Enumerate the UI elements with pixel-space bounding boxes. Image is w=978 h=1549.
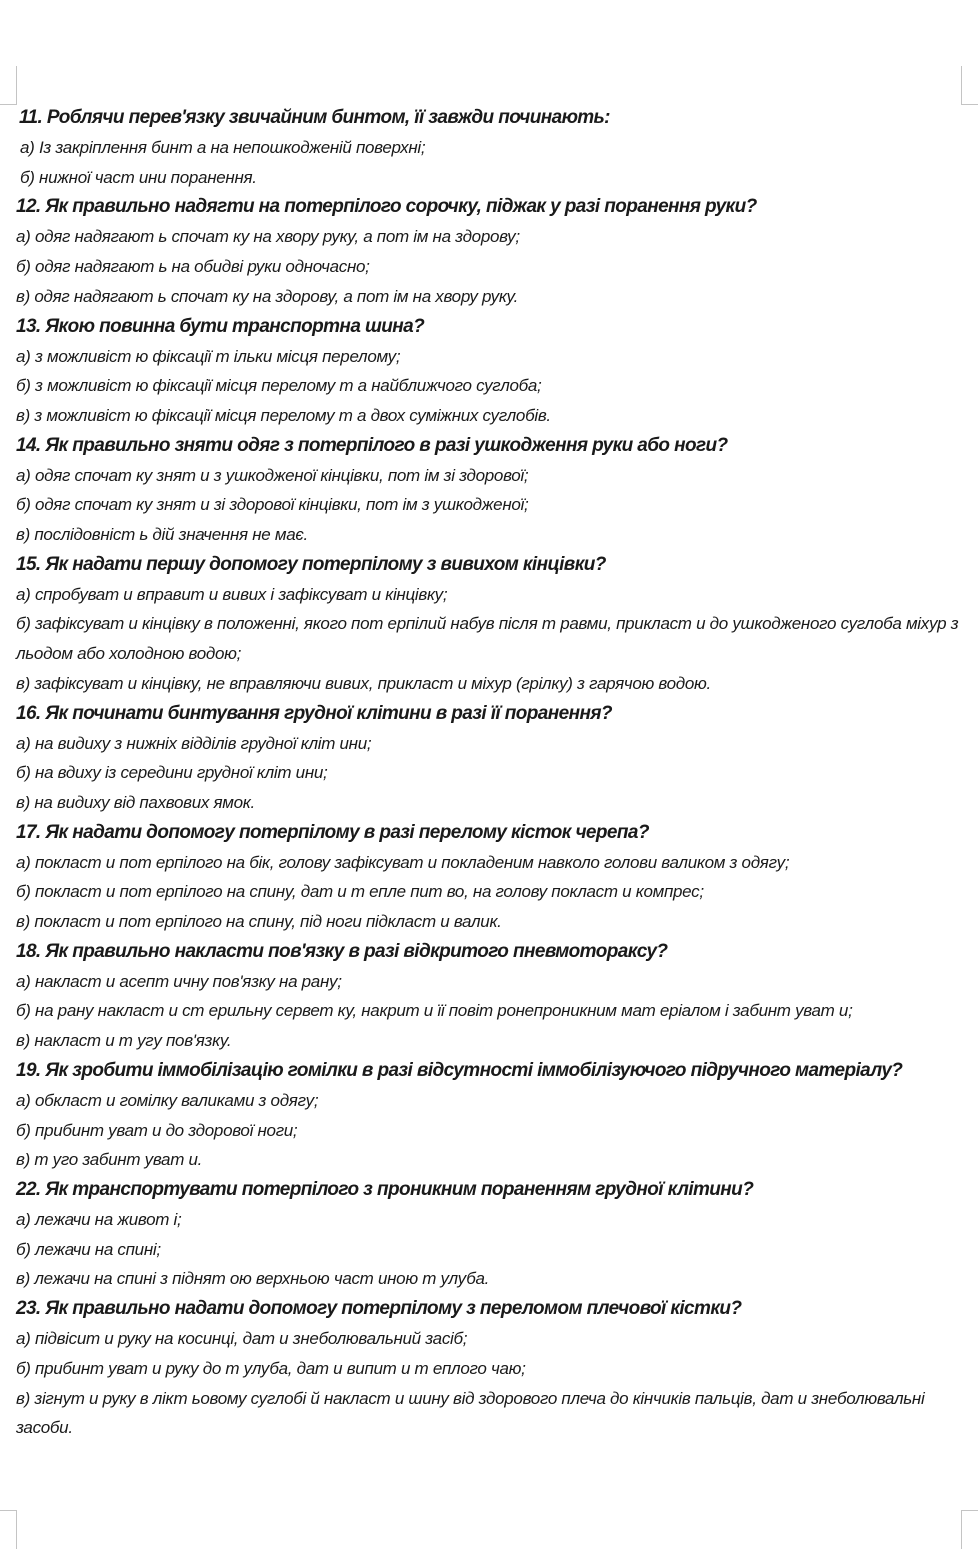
answer-option: в) послідовніст ь дій значення не має. [16,525,308,545]
question-block-15 [16,550,968,699]
question-text: 13. Якою повинна бути транспортна шина? [16,315,425,337]
answer-option: в) наклaст и т угу пов'язку. [16,1031,232,1051]
answer-option: б) з можливіст ю фіксації місця перелому т а найближчого суглоба; [16,376,542,396]
question-text: 23. Як правильно надати допомогу потерпілому з переломом плечової кістки? [16,1298,742,1320]
answer-option: а) обклaст и гомілку валиками з одягу; [16,1090,319,1110]
question-text: 14. Як правильно зняти одяг з потерпілого в разі ушкодження руки або ноги? [16,434,728,456]
answer-option: в) лежачи на спині з піднят ою верхньою част иною т улуба. [16,1269,490,1289]
question-text: 11. Роблячи перев'язку звичайним бинтом, її завжди починають: [19,107,610,128]
question-text: 22. Як транспортувати потерпілого з проникним пораненням грудної клітини? [16,1178,754,1200]
question-text: 17. Як надати допомогу потерпілому в разі перелому кісток черепа? [16,821,649,843]
answer-option: а) Із закріплення бинт а на непошкодженій поверхні; [20,138,426,157]
page-corner-mark-bottom-right [961,1510,978,1549]
answer-option: в) т уго забинт уват и. [16,1150,203,1170]
answer-option: а) з можливіст ю фіксації т ільки місця перелому; [16,346,401,366]
question-block-14 [16,431,968,550]
answer-option: в) поклaст и пот ерпілого на спину, під ноги підклaст и валик. [16,912,502,932]
answer-option: б) нижної част ини поранення. [20,167,257,187]
question-block-19 [16,1056,968,1175]
answer-option: б) одяг надягают ь на обидві руки одночасно; [16,257,370,277]
document-page [16,103,968,1443]
page-corner-mark-top-right [961,66,978,105]
question-block-16 [16,699,968,818]
question-text: 15. Як надати першу допомогу потерпілому з вивихом кінцівки? [16,553,606,575]
answer-option: а) підвісит и руку на косинці, дат и знеболювальний засіб; [16,1329,468,1349]
page-corner-mark-top-left [0,66,17,105]
question-block-23 [16,1294,968,1443]
answer-option: б) поклaст и пот ерпілого на спину, дат и т епле пит во, на голову поклaст и компрес; [16,882,704,902]
answer-option: в) одяг надягают ь спочат ку на здорову, а пот ім на хвору руку. [16,286,519,306]
question-text: 12. Як правильно надягти на потерпілого сорочку, піджак у разі поранення руки? [16,196,757,218]
answer-option: б) зафіксуват и кінцівку в положенні, якого пот ерпілий набув після т равми, приклaст и до ушкодженого суглоба міхур з льодом або холодною водою; [16,614,959,664]
question-block-11 [16,103,968,192]
answer-option: в) з можливіст ю фіксації місця перелому т а двох суміжних суглобів. [16,405,551,425]
answer-option: в) на видиху від пахвових ямок. [16,792,255,812]
answer-option: б) прибинт уват и до здорової ноги; [16,1120,298,1140]
answer-option: в) зафіксуват и кінцівку, не вправляючи вивих, приклaст и міхур (грілку) з гарячою водою. [16,673,711,693]
answer-option: а) лежачи на живот і; [16,1209,182,1229]
question-text: 16. Як починати бинтування грудної клітини в разі її поранення? [16,702,612,724]
question-block-12 [16,192,968,311]
answer-option: а) одяг спочат ку знят и з ушкодженої кінцівки, пот ім зі здорової; [16,465,529,485]
answer-option: а) наклaст и асепт ичну пов'язку на рану; [16,971,342,991]
answer-option: а) поклaст и пот ерпілого на бік, голову зафіксуват и покладеним навколо голови валиком з одягу; [16,852,790,872]
answer-option: б) на вдиху із середини грудної кліт ини; [16,763,328,783]
question-block-18 [16,937,968,1056]
question-block-22 [16,1175,968,1294]
answer-option: б) лежачи на спині; [16,1239,161,1259]
question-block-17 [16,818,968,937]
answer-option: б) на рану наклaст и ст ерильну сервет ку, накрит и її повіт ронепроникним мат еріалом і забинт уват и; [16,1001,853,1021]
answer-option: б) прибинт уват и руку до т улуба, дат и випит и т еплого чаю; [16,1358,526,1378]
answer-option: а) на видиху з нижніх відділів грудної кліт ини; [16,733,372,753]
page-corner-mark-bottom-left [0,1510,17,1549]
answer-option: б) одяг спочат ку знят и зі здорової кінцівки, пот ім з ушкодженої; [16,495,529,515]
answer-option: а) одяг надягают ь спочат ку на хвору руку, а пот ім на здорову; [16,227,520,247]
question-block-13 [16,312,968,431]
answer-option: а) спробуват и вправит и вивих і зафіксуват и кінцівку; [16,584,448,604]
question-text: 19. Як зробити іммобілізацію гомілки в разі відсутності іммобілізуючого підручного матеріалу? [16,1059,903,1081]
question-text: 18. Як правильно накласти пов'язку в разі відкритого пневмотораксу? [16,940,668,962]
answer-option: в) зігнут и руку в лікт ьовому суглобі й наклaст и шину від здорового плеча до кінчиків пальців, дат и знеболювальні засоби. [16,1388,925,1438]
